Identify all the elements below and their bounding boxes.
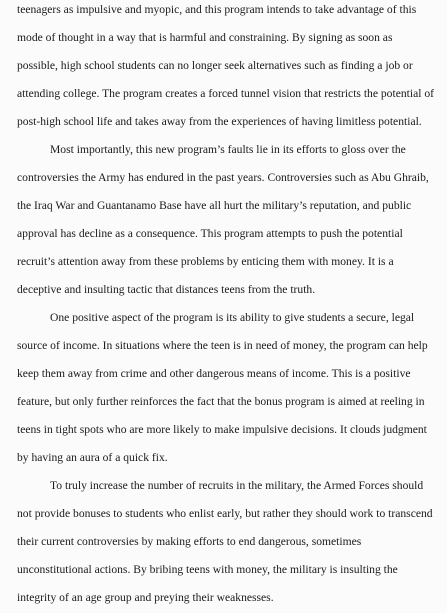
text-line: post-high school life and takes away from the experiences of having limitless potential. [17,115,422,128]
text-line: deceptive and insulting tactic that distances teens from the truth. [17,283,316,296]
text-line: mode of thought in a way that is harmful and constraining. By signing as soon as [17,31,393,44]
text-line: not provide bonuses to students who enlist early, but rather they should work to transcend [17,507,433,520]
text-line: feature, but only further reinforces the fact that the bonus program is aimed at reeling in [17,395,425,408]
text-line: their current controversies by making efforts to end dangerous, sometimes [17,535,362,548]
paragraph-first-line: To truly increase the number of recruits in the military, the Armed Forces should [50,479,424,492]
paragraph-first-line: One positive aspect of the program is its ability to give students a secure, legal [50,311,415,324]
text-line: teens in tight spots who are more likely to make impulsive decisions. It clouds judgment [17,423,427,436]
text-line: possible, high school students can no longer seek alternatives such as finding a job or [17,59,413,72]
text-line: by having an aura of a quick fix. [17,451,168,464]
text-line: recruit’s attention away from these problems by enticing them with money. It is a [17,255,394,268]
text-line: unconstitutional actions. By bribing teens with money, the military is insulting the [17,563,398,576]
text-line: source of income. In situations where the teen is in need of money, the program can help [17,339,428,352]
text-line: attending college. The program creates a forced tunnel vision that restricts the potential of [17,87,435,100]
text-line: approval has decline as a consequence. This program attempts to push the potential [17,227,403,240]
paragraph-first-line: Most importantly, this new program’s faults lie in its efforts to gloss over the [50,143,406,156]
text-line: integrity of an age group and preying their weaknesses. [17,591,274,604]
text-line: teenagers as impulsive and myopic, and this program intends to take advantage of this [17,3,417,16]
text-line: the Iraq War and Guantanamo Base have all hurt the military’s reputation, and public [17,199,412,212]
text-line: keep them away from crime and other dangerous means of income. This is a positive [17,367,411,380]
text-line: controversies the Army has endured in the past years. Controversies such as Abu Ghraib, [17,171,429,184]
